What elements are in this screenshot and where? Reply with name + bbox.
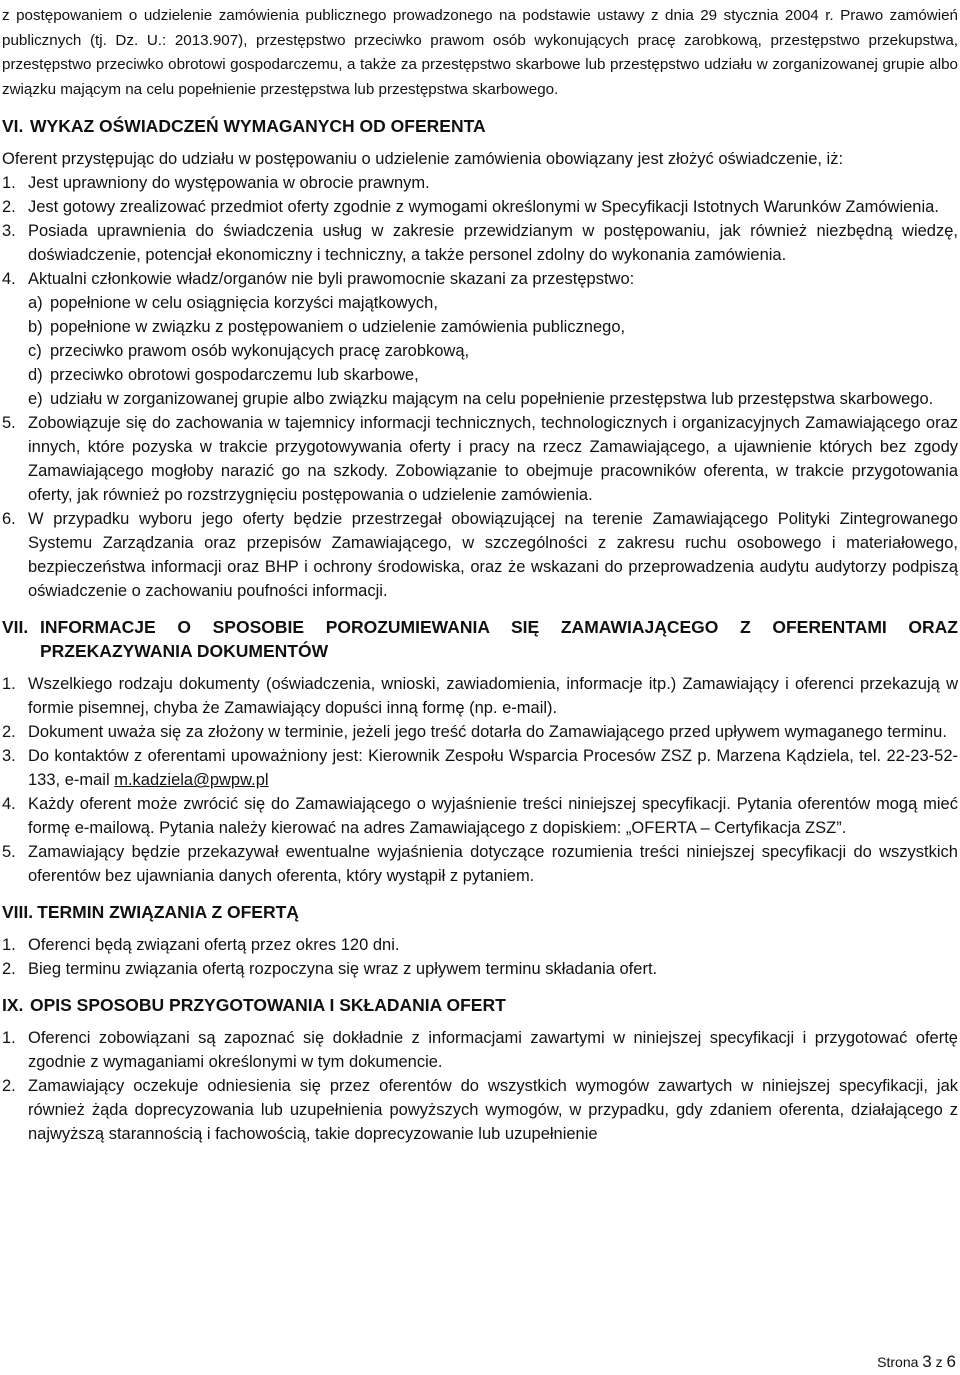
section-lead: Oferent przystępując do udziału w postępowaniu o udzielenie zamówienia obowiązany jest złożyć oświadczenie, iż:	[2, 150, 844, 169]
item-number: 2.	[2, 960, 16, 979]
item-text: Wszelkiego rodzaju dokumenty (oświadczenia, wnioski, zawiadomienia, informacje itp.) Zamawiający i oferenci przekazują w formie pisemnej, chyba że Zamawiający dopuści inną formę (np. e-mail).	[28, 675, 958, 718]
item-number: 4.	[2, 270, 16, 289]
item-text: Posiada uprawnienia do świadczenia usług w zakresie przewidzianym w postępowaniu, jak również niezbędną wiedzę, doświadczenie, potencjał ekonomiczny i techniczny, a także personel zdolny do wykonania zamówienia.	[28, 222, 958, 265]
sub-item-text: przeciwko prawom osób wykonujących pracę zarobkową,	[50, 342, 470, 361]
item-text: Jest uprawniony do występowania w obrocie prawnym.	[28, 174, 430, 193]
item-text: Bieg terminu związania ofertą rozpoczyna się wraz z upływem terminu składania ofert.	[28, 960, 658, 979]
section-heading	[2, 114, 958, 138]
list-item	[2, 840, 958, 888]
item-text: Jest gotowy zrealizować przedmiot oferty zgodnie z wymogami określonymi w Specyfikacji Istotnych Warunków Zamówienia.	[28, 198, 939, 217]
item-number: 2.	[2, 723, 16, 742]
item-number: 2.	[2, 1077, 16, 1096]
list-item	[2, 1026, 958, 1074]
item-text: Zobowiązuje się do zachowania w tajemnicy informacji technicznych, technologicznych i organizacyjnych Zamawiającego oraz innych, które pozyska w trakcie przygotowywania oferty i pracy na rzecz Zamawiającego, a ujawnienie których bez zgody Zamawiającego mogłoby narazić go na szkody. Zobowiązanie to obejmuje pracowników oferenta, w trakcie przygotowania oferty, jak również po rozstrzygnięciu postępowania o udzielenie zamówienia.	[28, 414, 958, 505]
item-text: Aktualni członkowie władz/organów nie byli prawomocnie skazani za przestępstwo:	[28, 270, 635, 289]
list-item	[2, 267, 958, 291]
item-text: W przypadku wyboru jego oferty będzie przestrzegał obowiązującej na terenie Zamawiającego Polityki Zintegrowanego Systemu Zarządzania oraz przepisów Zamawiającego, w szczególności z zakresu ruchu osobowego i materiałowego, bezpieczeństwa informacji oraz BHP i ochrony środowiska, oraz że wskazani do przeprowadzenia audytu audytorzy podpiszą oświadczenie o zachowaniu poufności informacji.	[28, 510, 958, 601]
sub-item-letter: c)	[28, 342, 42, 361]
sub-item	[28, 291, 958, 315]
page-total: 6	[946, 1352, 956, 1371]
sub-item	[28, 363, 958, 387]
item-number: 1.	[2, 675, 16, 694]
sub-item	[28, 339, 958, 363]
item-number: 2.	[2, 198, 16, 217]
section-vi	[2, 114, 958, 603]
item-number: 6.	[2, 510, 16, 529]
item-number: 1.	[2, 936, 16, 955]
sub-item-letter: a)	[28, 294, 43, 313]
sub-item-letter: d)	[28, 366, 43, 385]
contact-text: Do kontaktów z oferentami upoważniony jest: Kierownik Zespołu Wsparcia Procesów ZSZ p. Marzena Kądziela, tel. 22-23-52-133, e-mail	[28, 747, 958, 790]
item-number: 5.	[2, 843, 16, 862]
item-number: 4.	[2, 795, 16, 814]
section-title: OPIS SPOSOBU PRZYGOTOWANIA I SKŁADANIA OFERT	[30, 995, 506, 1016]
list-item	[2, 507, 958, 603]
list-item	[2, 171, 958, 195]
sub-item-text: przeciwko obrotowi gospodarczemu lub skarbowe,	[50, 366, 419, 385]
section-heading	[2, 900, 958, 924]
list-item	[2, 792, 958, 840]
page-separator: z	[935, 1354, 943, 1370]
item-number: 1.	[2, 1029, 16, 1048]
list-item	[2, 219, 958, 267]
section-number: IX.	[2, 995, 24, 1016]
item-number: 3.	[2, 222, 16, 241]
section-title: INFORMACJE O SPOSOBIE POROZUMIEWANIA SIĘ ZAMAWIAJĄCEGO Z OFERENTAMI ORAZ PRZEKAZYWANIA DOKUMENTÓW	[40, 617, 958, 662]
item-text: Zamawiający oczekuje odniesienia się przez oferentów do wszystkich wymogów zawartych w niniejszej specyfikacji, jak również żąda doprecyzowania lub uzupełnienia powyższych wymogów, w przypadku, gdy zdaniem oferenta, działającego z najwyższą starannością i fachowością, takie doprecyzowanie lub uzupełnienie	[28, 1077, 958, 1144]
sub-item-text: popełnione w celu osiągnięcia korzyści majątkowych,	[50, 294, 438, 313]
section-number: VIII.	[2, 902, 34, 923]
item-text: Dokument uważa się za złożony w terminie, jeżeli jego treść dotarła do Zamawiającego przed upływem wymaganego terminu.	[28, 723, 947, 742]
email-link[interactable]: m.kadziela@pwpw.pl	[114, 771, 269, 790]
sub-item-letter: e)	[28, 390, 43, 409]
sub-item-letter: b)	[28, 318, 43, 337]
section-vii	[2, 615, 958, 888]
item-number: 1.	[2, 174, 16, 193]
section-title: TERMIN ZWIĄZANIA Z OFERTĄ	[37, 902, 299, 923]
item-text	[28, 744, 958, 792]
section-viii	[2, 900, 958, 981]
list-item	[2, 1074, 958, 1146]
item-text: Każdy oferent może zwrócić się do Zamawiającego o wyjaśnienie treści niniejszej specyfikacji. Pytania oferentów mogą mieć formę e-mailową. Pytania należy kierować na adres Zamawiającego z dopiskiem: „OFERTA – Certyfikacja ZSZ”.	[28, 795, 958, 838]
section-number: VII.	[2, 617, 29, 638]
intro-paragraph: z postępowaniem o udzielenie zamówienia publicznego prowadzonego na podstawie ustawy z dnia 29 stycznia 2004 r. Prawo zamówień publicznych (tj. Dz. U.: 2013.907), przestępstwo przeciwko prawom osób wykonujących pracę zarobkową, przestępstwo przekupstwa, przestępstwo przeciwko obrotowi gospodarczemu, a także za przestępstwo skarbowe lub przestępstwo udziału w zorganizowanej grupie albo związku mającym na celu popełnienie przestępstwa lub przestępstwa skarbowego.	[2, 7, 958, 98]
section-heading	[2, 993, 958, 1017]
item-text: Zamawiający będzie przekazywał ewentualne wyjaśnienia dotyczące rozumienia treści niniejszej specyfikacji do wszystkich oferentów bez ujawniania danych oferenta, który wystąpił z pytaniem.	[28, 843, 958, 886]
list-item	[2, 672, 958, 720]
sub-item-text: udziału w zorganizowanej grupie albo związku mającym na celu popełnienie przestępstwa lub przestępstwa skarbowego.	[50, 390, 934, 409]
page-label: Strona	[877, 1354, 919, 1370]
item-text: Oferenci zobowiązani są zapoznać się dokładnie z informacjami zawartymi w niniejszej specyfikacji i przygotować ofertę zgodnie z wymaganiami określonymi w tym dokumencie.	[28, 1029, 958, 1072]
section-title: WYKAZ OŚWIADCZEŃ WYMAGANYCH OD OFERENTA	[30, 116, 486, 137]
list-item	[2, 411, 958, 507]
section-ix	[2, 993, 958, 1146]
list-item	[2, 933, 958, 957]
page-number: 3	[922, 1352, 932, 1371]
list-item	[2, 720, 958, 744]
section-heading	[2, 615, 958, 663]
list-item	[2, 957, 958, 981]
item-number: 5.	[2, 414, 16, 433]
page-footer	[877, 1352, 956, 1372]
sub-item-text: popełnione w związku z postępowaniem o udzielenie zamówienia publicznego,	[50, 318, 626, 337]
sub-item	[28, 315, 958, 339]
sub-item	[28, 387, 958, 411]
section-number: VI.	[2, 116, 24, 137]
list-item	[2, 195, 958, 219]
list-item	[2, 744, 958, 792]
item-text: Oferenci będą związani ofertą przez okres 120 dni.	[28, 936, 400, 955]
item-number: 3.	[2, 747, 16, 766]
